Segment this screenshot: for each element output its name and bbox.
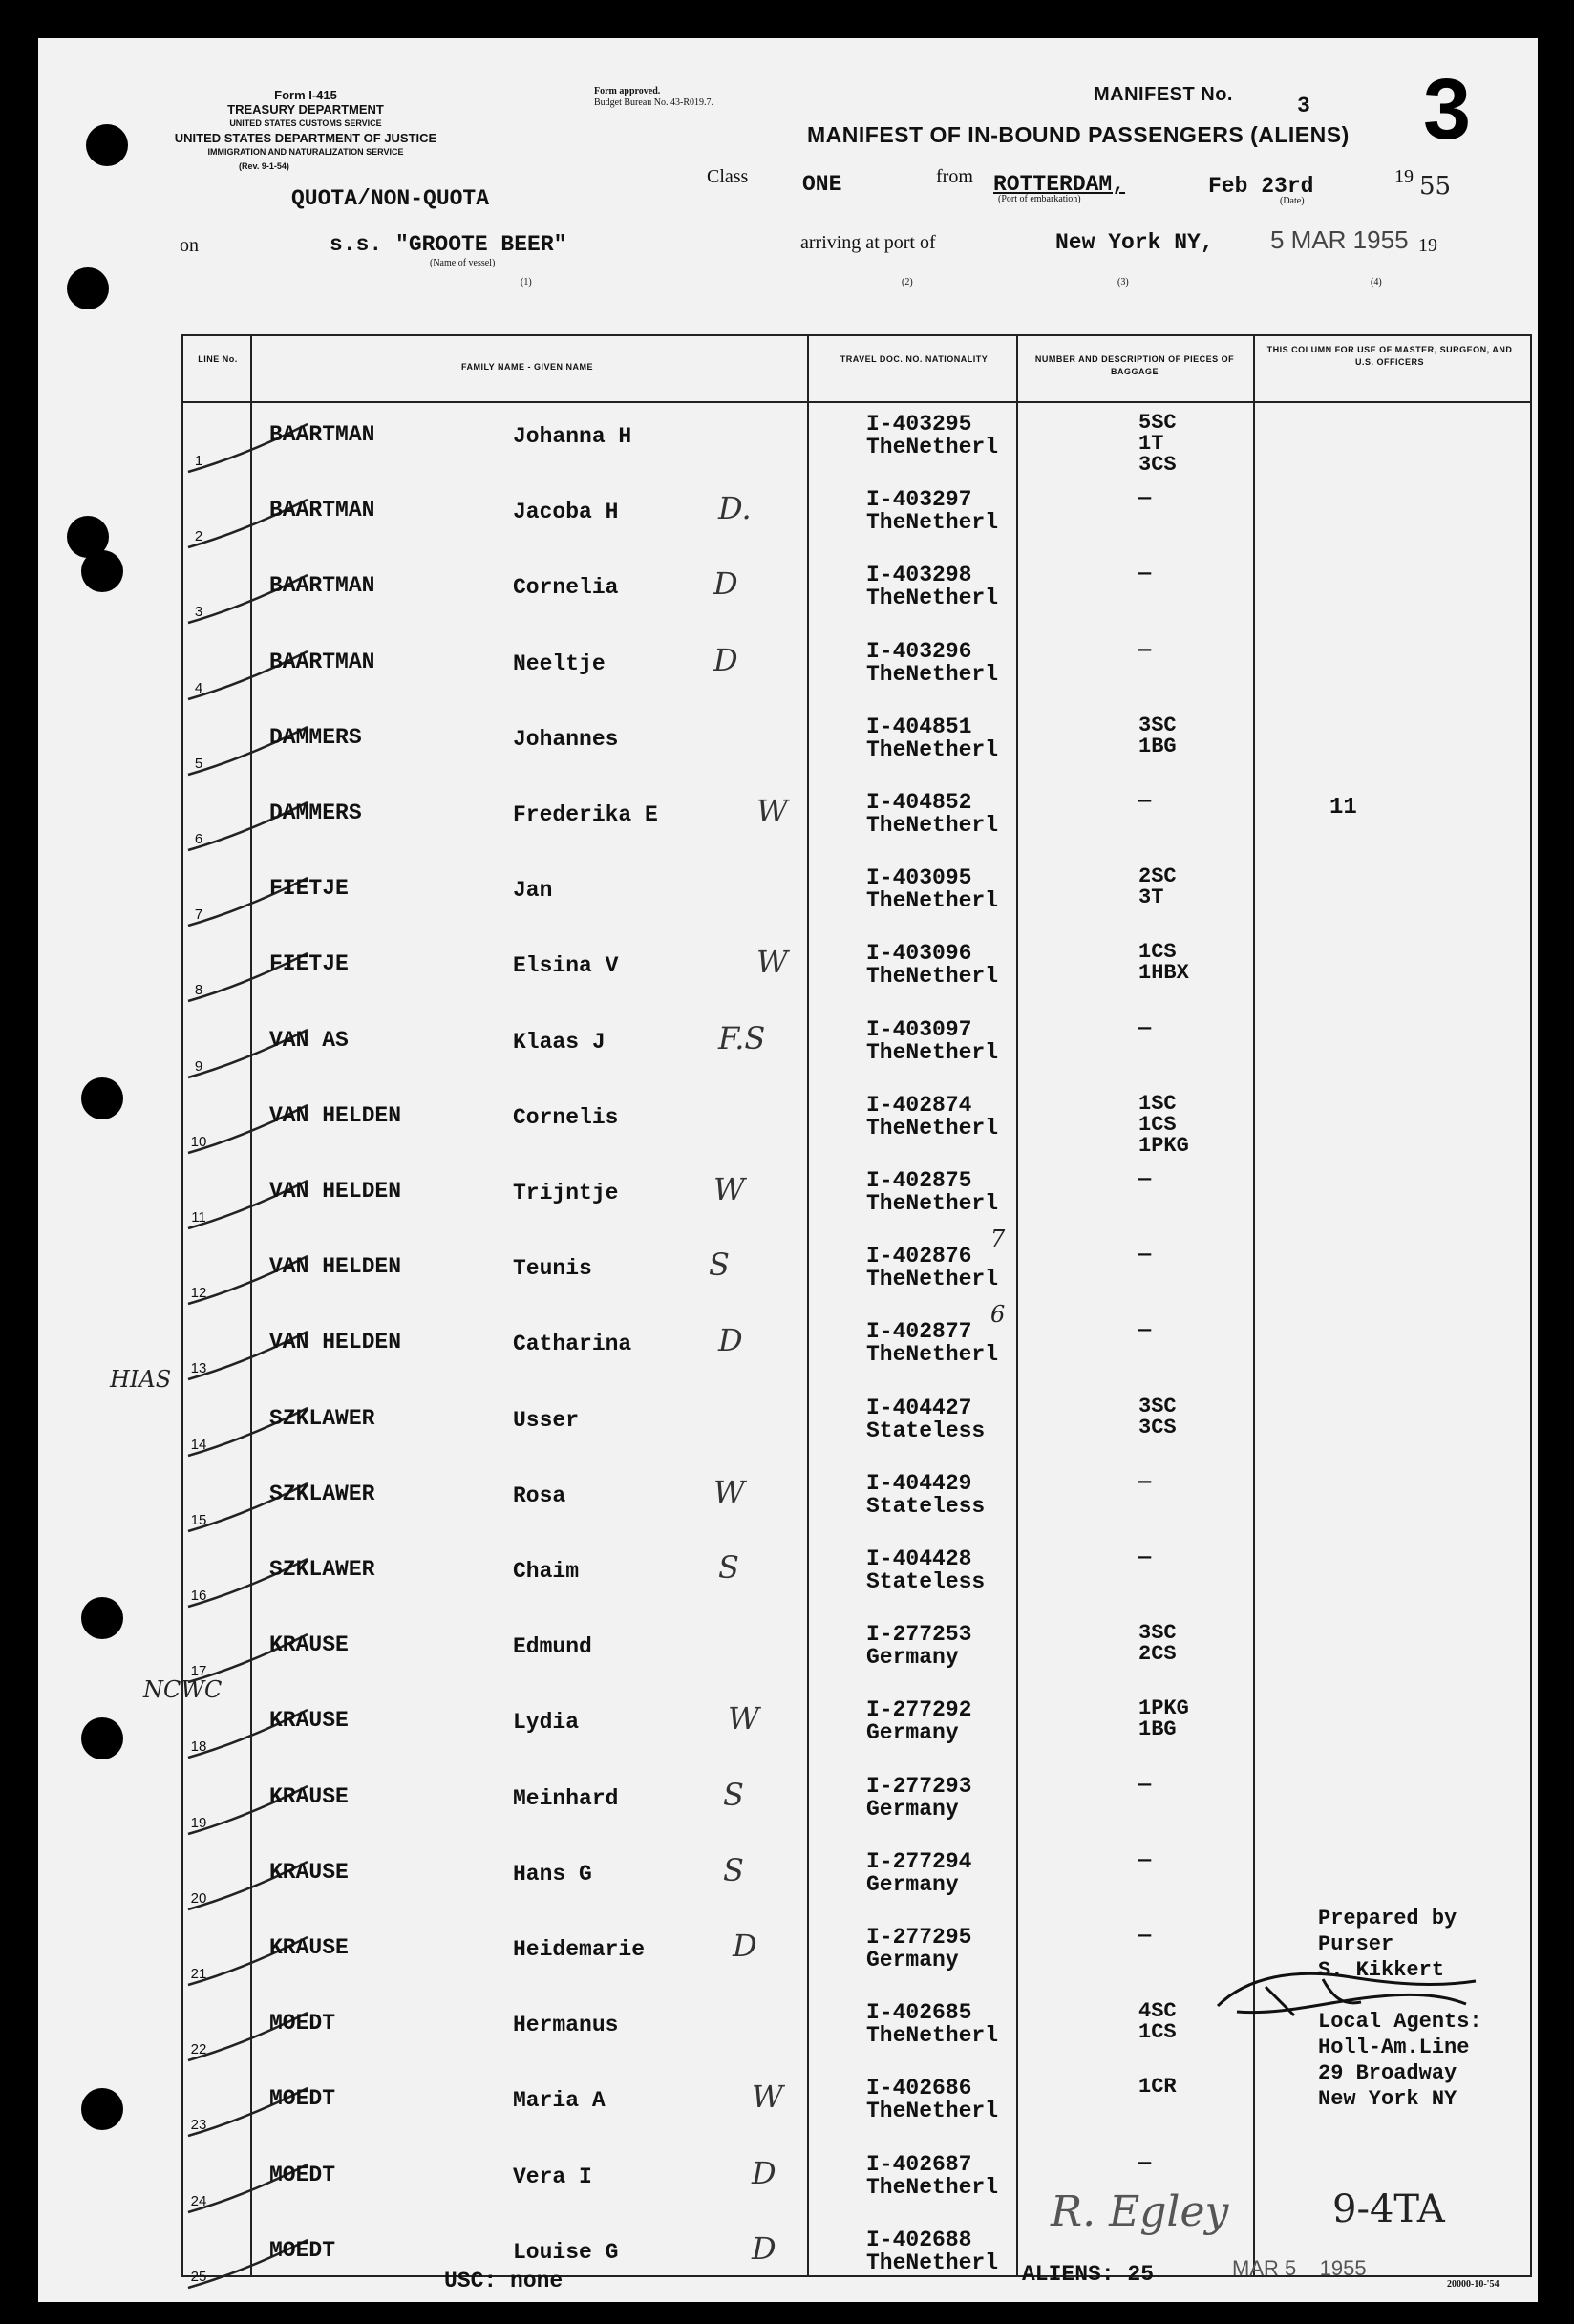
nationality: TheNetherl: [866, 1115, 999, 1141]
family-name: MOEDT: [269, 2237, 336, 2263]
travel-doc-cell: [866, 1094, 998, 1140]
family-name: SZKLAWER: [269, 1557, 375, 1582]
punch-hole-icon: [67, 267, 109, 309]
family-relation-note: S: [709, 1247, 730, 1284]
line-number: 14: [190, 1436, 207, 1453]
date-caption: (Date): [1280, 196, 1305, 206]
family-relation-note: S: [723, 1776, 744, 1813]
baggage-description: 1CR: [1138, 2075, 1177, 2100]
given-name: Frederika E: [513, 802, 658, 827]
line-number: 13: [190, 1360, 207, 1377]
family-relation-note: D: [718, 1322, 743, 1359]
family-relation-note: W: [713, 1473, 745, 1510]
travel-doc-number: I-403097: [866, 1016, 972, 1042]
arrival-stamp: 5 MAR 1955: [1270, 225, 1409, 254]
table-row: [183, 405, 1530, 481]
arrival-year-suffix: 19: [1418, 235, 1437, 256]
travel-doc-cell: [866, 1850, 971, 1896]
given-name: Trijntje: [513, 1181, 619, 1205]
travel-doc-cell: [866, 1926, 971, 1972]
nationality: Stateless: [866, 1418, 986, 1443]
table-row: [183, 1464, 1530, 1541]
baggage-description: —: [1138, 789, 1152, 813]
family-name: FIETJE: [269, 951, 349, 977]
line-number: 11: [191, 1209, 206, 1226]
given-name: Cornelis: [513, 1104, 619, 1130]
table-row: [183, 556, 1530, 632]
baggage-description: 2SC 3T: [1138, 864, 1177, 910]
family-relation-note: S: [718, 1549, 739, 1586]
doc-number-correction: 6: [990, 1301, 1006, 1329]
given-name: Jan: [513, 878, 553, 904]
family-name: BAARTMAN: [269, 573, 375, 599]
nationality: TheNetherl: [866, 1039, 999, 1065]
port-embark-caption: (Port of embarkation): [998, 194, 1081, 204]
nationality: TheNetherl: [866, 2099, 999, 2124]
aliens-count: ALIENS: 25: [1022, 2262, 1155, 2287]
given-name: Rosa: [513, 1482, 566, 1508]
table-row: [183, 1011, 1530, 1087]
travel-doc-number: I-403295: [866, 412, 972, 437]
col-num-4: (4): [1371, 277, 1382, 288]
arriving-label: arriving at port of: [800, 232, 936, 253]
line-number: 15: [190, 1511, 207, 1528]
travel-doc-number: I-404429: [866, 1470, 972, 1496]
baggage-description: 3SC 2CS: [1138, 1621, 1177, 1667]
year-value: 55: [1419, 172, 1452, 201]
travel-doc-number: I-402687: [866, 2151, 972, 2177]
form-approved: Form approved.: [594, 86, 661, 96]
manifest-number: 3: [1297, 94, 1310, 118]
travel-doc-number: I-277295: [866, 1925, 972, 1950]
travel-doc-cell: [866, 488, 998, 534]
baggage-description: 4SC 1CS: [1138, 1999, 1177, 2045]
col-header-officers: THIS COLUMN FOR USE OF MASTER, SURGEON, AND U.S. OFFICERS: [1266, 345, 1513, 367]
travel-doc-number: I-404852: [866, 790, 972, 815]
given-name: Chaim: [513, 1559, 580, 1584]
travel-doc-number: I-404851: [866, 714, 972, 739]
line-number: 21: [190, 1966, 207, 1982]
line-number: 19: [190, 1814, 207, 1831]
travel-doc-number: I-277293: [866, 1773, 972, 1799]
line-number: 8: [194, 982, 203, 999]
family-relation-note: W: [752, 2079, 783, 2116]
given-name: Meinhard: [513, 1785, 619, 1811]
table-row: [183, 1162, 1530, 1238]
travel-doc-number: I-402688: [866, 2227, 972, 2252]
doc-number-correction: 7: [990, 1226, 1006, 1253]
nationality: TheNetherl: [866, 586, 999, 611]
travel-doc-number: I-402685: [866, 2000, 972, 2026]
line-number: 16: [190, 1588, 207, 1604]
line-number: 18: [190, 1738, 207, 1756]
baggage-description: —: [1138, 1924, 1152, 1948]
family-name: MOEDT: [269, 2086, 336, 2112]
travel-doc-number: I-402877: [866, 1319, 972, 1345]
family-relation-note: W: [756, 944, 788, 981]
table-row: [183, 2145, 1530, 2222]
vessel-caption: (Name of vessel): [430, 258, 496, 268]
class-label: Class: [707, 166, 749, 187]
receipt-stamp: MAR 5 1955: [1232, 2256, 1367, 2280]
family-name: KRAUSE: [269, 1859, 349, 1885]
col-num-1: (1): [521, 277, 532, 288]
table-row: [183, 859, 1530, 935]
given-name: Klaas J: [513, 1029, 606, 1055]
manifest-title: MANIFEST OF IN-BOUND PASSENGERS (ALIENS): [807, 122, 1350, 147]
nationality: TheNetherl: [866, 510, 999, 536]
table-row: [183, 1086, 1530, 1162]
baggage-description: 3SC 3CS: [1138, 1394, 1177, 1439]
nationality: TheNetherl: [866, 964, 999, 990]
departure-date: Feb 23rd: [1208, 174, 1314, 199]
line-number: 17: [190, 1663, 207, 1680]
year-prefix: 19: [1394, 166, 1414, 187]
col-num-2: (2): [902, 277, 913, 288]
customs-service: UNITED STATES CUSTOMS SERVICE: [229, 118, 382, 128]
family-name: KRAUSE: [269, 1632, 349, 1658]
baggage-description: —: [1138, 1469, 1152, 1494]
family-relation-note: W: [728, 1700, 759, 1738]
class-value: ONE: [802, 172, 842, 197]
baggage-description: 1PKG 1BG: [1138, 1696, 1189, 1742]
given-name: Lydia: [513, 1710, 580, 1736]
officer-mark: 11: [1329, 795, 1357, 821]
nationality: Stateless: [866, 1493, 986, 1519]
table-row: [183, 1691, 1530, 1767]
family-name: VAN HELDEN: [269, 1179, 402, 1204]
baggage-description: 5SC 1T 3CS: [1138, 411, 1177, 477]
travel-doc-cell: [866, 640, 998, 686]
immigration-service: IMMIGRATION AND NATURALIZATION SERVICE: [207, 147, 404, 157]
nationality: TheNetherl: [866, 2249, 999, 2275]
travel-doc-cell: [866, 2001, 998, 2047]
line-number: 25: [190, 2268, 207, 2285]
travel-doc-cell: [866, 1169, 998, 1215]
nationality: TheNetherl: [866, 736, 999, 762]
table-row: [183, 708, 1530, 784]
baggage-description: —: [1138, 1167, 1152, 1191]
line-number: 9: [194, 1057, 203, 1075]
family-relation-note: D.: [718, 490, 752, 527]
corner-mark: 3: [1423, 62, 1472, 158]
col-header-name: FAMILY NAME - GIVEN NAME: [460, 362, 593, 372]
baggage-description: —: [1138, 637, 1152, 662]
travel-doc-cell: [866, 1472, 985, 1518]
family-relation-note: W: [713, 1171, 745, 1207]
line-number: 3: [194, 604, 203, 621]
family-name: VAN HELDEN: [269, 1330, 402, 1355]
nationality: Germany: [866, 1871, 959, 1897]
family-name: VAN AS: [269, 1027, 349, 1053]
prepared-by-block: Prepared by Purser S. Kikkert Local Agents: Holl-Am.Line 29 Broadway New York NY: [1318, 1907, 1482, 2111]
family-name: SZKLAWER: [269, 1481, 375, 1506]
line-number: 22: [190, 2041, 207, 2058]
family-name: DAMMERS: [269, 800, 362, 825]
family-name: KRAUSE: [269, 1783, 349, 1809]
nationality: Germany: [866, 1720, 959, 1746]
baggage-description: —: [1138, 1243, 1152, 1268]
nationality: TheNetherl: [866, 2174, 999, 2200]
family-relation-note: D: [713, 565, 738, 603]
travel-doc-cell: [866, 1547, 985, 1593]
baggage-description: —: [1138, 1847, 1152, 1872]
port-of-arrival: New York NY,: [1055, 230, 1214, 255]
port-of-embarkation: ROTTERDAM,: [993, 172, 1126, 197]
given-name: Jacoba H: [513, 500, 619, 525]
given-name: Usser: [513, 1407, 580, 1433]
family-relation-note: D: [752, 2154, 776, 2191]
family-name: SZKLAWER: [269, 1405, 375, 1431]
travel-doc-cell: [866, 942, 998, 988]
punch-hole-icon: [81, 1077, 123, 1119]
nationality: TheNetherl: [866, 813, 999, 838]
nationality: Germany: [866, 1796, 959, 1822]
family-relation-note: D: [733, 1928, 757, 1964]
nationality: TheNetherl: [866, 2023, 999, 2049]
nationality: TheNetherl: [866, 661, 999, 687]
family-name: BAARTMAN: [269, 422, 375, 447]
manifest-page: [38, 38, 1538, 2302]
given-name: Johannes: [513, 726, 619, 752]
travel-doc-number: I-277253: [866, 1622, 972, 1648]
officer-code: 9-4TA: [1332, 2187, 1445, 2231]
family-name: FIETJE: [269, 876, 349, 902]
given-name: Hermanus: [513, 2013, 619, 2038]
travel-doc-cell: [866, 1698, 971, 1744]
form-revision: (Rev. 9-1-54): [239, 161, 289, 171]
family-name: DAMMERS: [269, 724, 362, 750]
table-row: [183, 632, 1530, 709]
travel-doc-number: I-403096: [866, 941, 972, 967]
family-name: MOEDT: [269, 2011, 336, 2036]
nationality: Germany: [866, 1645, 959, 1671]
punch-hole-icon: [81, 1717, 123, 1759]
line-number: 7: [194, 906, 203, 924]
table-row: [183, 1389, 1530, 1465]
table-row: [183, 1540, 1530, 1616]
travel-doc-number: I-402686: [866, 2076, 972, 2101]
family-name: KRAUSE: [269, 1708, 349, 1734]
treasury-department: TREASURY DEPARTMENT: [227, 102, 384, 117]
baggage-description: 1CS 1HBX: [1138, 940, 1189, 986]
form-code: 20000-10-'54: [1447, 2279, 1500, 2290]
purser-signature-icon: [1208, 1958, 1495, 2035]
travel-doc-number: I-403095: [866, 865, 972, 891]
travel-doc-number: I-402874: [866, 1092, 972, 1118]
travel-doc-number: I-277294: [866, 1848, 972, 1874]
travel-doc-cell: [866, 1018, 998, 1064]
given-name: Neeltje: [513, 650, 606, 676]
usc-count: USC: none: [444, 2269, 564, 2293]
line-number: 24: [190, 2192, 207, 2209]
travel-doc-cell: [866, 1623, 971, 1669]
margin-note-hias: HIAS: [110, 1366, 172, 1393]
travel-doc-cell: [866, 2228, 998, 2274]
table-row: [183, 1615, 1530, 1692]
table-row: [183, 1237, 1530, 1313]
punch-hole-icon: [81, 1597, 123, 1639]
line-number: 2: [194, 528, 203, 545]
nationality: TheNetherl: [866, 1191, 999, 1216]
travel-doc-cell: [866, 2153, 998, 2199]
travel-doc-cell: [866, 715, 998, 761]
family-name: BAARTMAN: [269, 498, 375, 523]
baggage-description: —: [1138, 1772, 1152, 1797]
table-row: [183, 783, 1530, 860]
travel-doc-cell: [866, 1245, 998, 1290]
family-relation-note: S: [723, 1851, 744, 1888]
family-name: VAN HELDEN: [269, 1254, 402, 1280]
given-name: Elsina V: [513, 953, 619, 979]
travel-doc-number: I-277292: [866, 1697, 972, 1723]
nationality: TheNetherl: [866, 888, 999, 914]
travel-doc-number: I-402876: [866, 1244, 972, 1269]
family-name: KRAUSE: [269, 1935, 349, 1960]
given-name: Catharina: [513, 1332, 632, 1357]
punch-hole-icon: [81, 550, 123, 592]
family-relation-note: D: [752, 2229, 776, 2267]
punch-hole-icon: [86, 124, 128, 166]
travel-doc-number: I-403296: [866, 638, 972, 664]
vessel-name: s.s. "GROOTE BEER": [330, 232, 567, 257]
travel-doc-cell: [866, 1320, 998, 1366]
punch-hole-icon: [81, 2088, 123, 2130]
given-name: Vera I: [513, 2164, 592, 2189]
from-label: from: [936, 166, 973, 187]
nationality: TheNetherl: [866, 1267, 999, 1292]
baggage-description: —: [1138, 1546, 1152, 1569]
line-number: 12: [190, 1285, 207, 1302]
family-name: MOEDT: [269, 2162, 336, 2187]
col-header-doc: TRAVEL DOC. NO. NATIONALITY: [840, 354, 989, 364]
nationality: TheNetherl: [866, 1342, 999, 1368]
family-name: VAN HELDEN: [269, 1102, 402, 1128]
line-number: 4: [194, 679, 203, 696]
travel-doc-number: I-404427: [866, 1395, 972, 1420]
given-name: Teunis: [513, 1256, 592, 1282]
header-divider: [183, 401, 1530, 403]
baggage-description: 1SC 1CS 1PKG: [1138, 1091, 1189, 1158]
given-name: Heidemarie: [513, 1937, 646, 1962]
officer-signature: R. Egley: [1051, 2187, 1229, 2236]
line-number: 5: [194, 755, 203, 772]
budget-bureau: Budget Bureau No. 43-R019.7.: [594, 97, 713, 108]
travel-doc-cell: [866, 413, 998, 458]
travel-doc-cell: [866, 2077, 998, 2122]
justice-department: UNITED STATES DEPARTMENT OF JUSTICE: [174, 131, 437, 145]
given-name: Maria A: [513, 2088, 606, 2114]
table-row: [183, 1767, 1530, 1844]
nationality: TheNetherl: [866, 435, 999, 459]
family-name: BAARTMAN: [269, 649, 375, 674]
given-name: Hans G: [513, 1861, 592, 1887]
col-header-baggage: NUMBER AND DESCRIPTION OF PIECES OF BAGGAGE: [1034, 354, 1235, 376]
baggage-description: —: [1138, 486, 1152, 511]
nationality: Germany: [866, 1948, 959, 1972]
table-row: [183, 480, 1530, 557]
given-name: Cornelia: [513, 575, 619, 601]
given-name: Louise G: [513, 2239, 619, 2265]
form-agency-block: [124, 88, 487, 174]
table-row: [183, 934, 1530, 1011]
form-number: Form I-415: [274, 88, 337, 102]
table-row: [183, 1312, 1530, 1389]
travel-doc-cell: [866, 791, 998, 837]
col-header-line: LINE No.: [198, 354, 238, 364]
family-relation-note: D: [713, 641, 738, 678]
col-num-3: (3): [1117, 277, 1129, 288]
baggage-description: —: [1138, 2150, 1152, 2175]
manifest-label: MANIFEST No.: [1094, 84, 1233, 105]
line-number: 1: [194, 453, 203, 469]
given-name: Edmund: [513, 1634, 592, 1660]
given-name: Johanna H: [513, 424, 632, 449]
quota-label: QUOTA/NON-QUOTA: [291, 186, 490, 211]
line-number: 23: [190, 2117, 207, 2134]
travel-doc-cell: [866, 1775, 971, 1821]
travel-doc-number: I-403297: [866, 487, 972, 513]
family-relation-note: W: [756, 793, 788, 829]
line-number: 10: [190, 1133, 207, 1150]
travel-doc-cell: [866, 564, 998, 609]
on-label: on: [180, 235, 199, 256]
travel-doc-number: I-404428: [866, 1546, 972, 1571]
baggage-description: —: [1138, 562, 1152, 586]
travel-doc-cell: [866, 1397, 985, 1442]
baggage-description: —: [1138, 1015, 1152, 1040]
baggage-description: —: [1138, 1318, 1152, 1343]
margin-note-ncwc: NCWC: [143, 1676, 223, 1703]
travel-doc-number: I-403298: [866, 563, 972, 588]
baggage-description: 3SC 1BG: [1138, 713, 1177, 758]
line-number: 20: [190, 1889, 207, 1907]
family-relation-note: F.S: [718, 1019, 766, 1056]
nationality: Stateless: [866, 1569, 986, 1594]
travel-doc-number: I-402875: [866, 1168, 972, 1193]
travel-doc-cell: [866, 866, 998, 912]
line-number: 6: [194, 831, 203, 847]
